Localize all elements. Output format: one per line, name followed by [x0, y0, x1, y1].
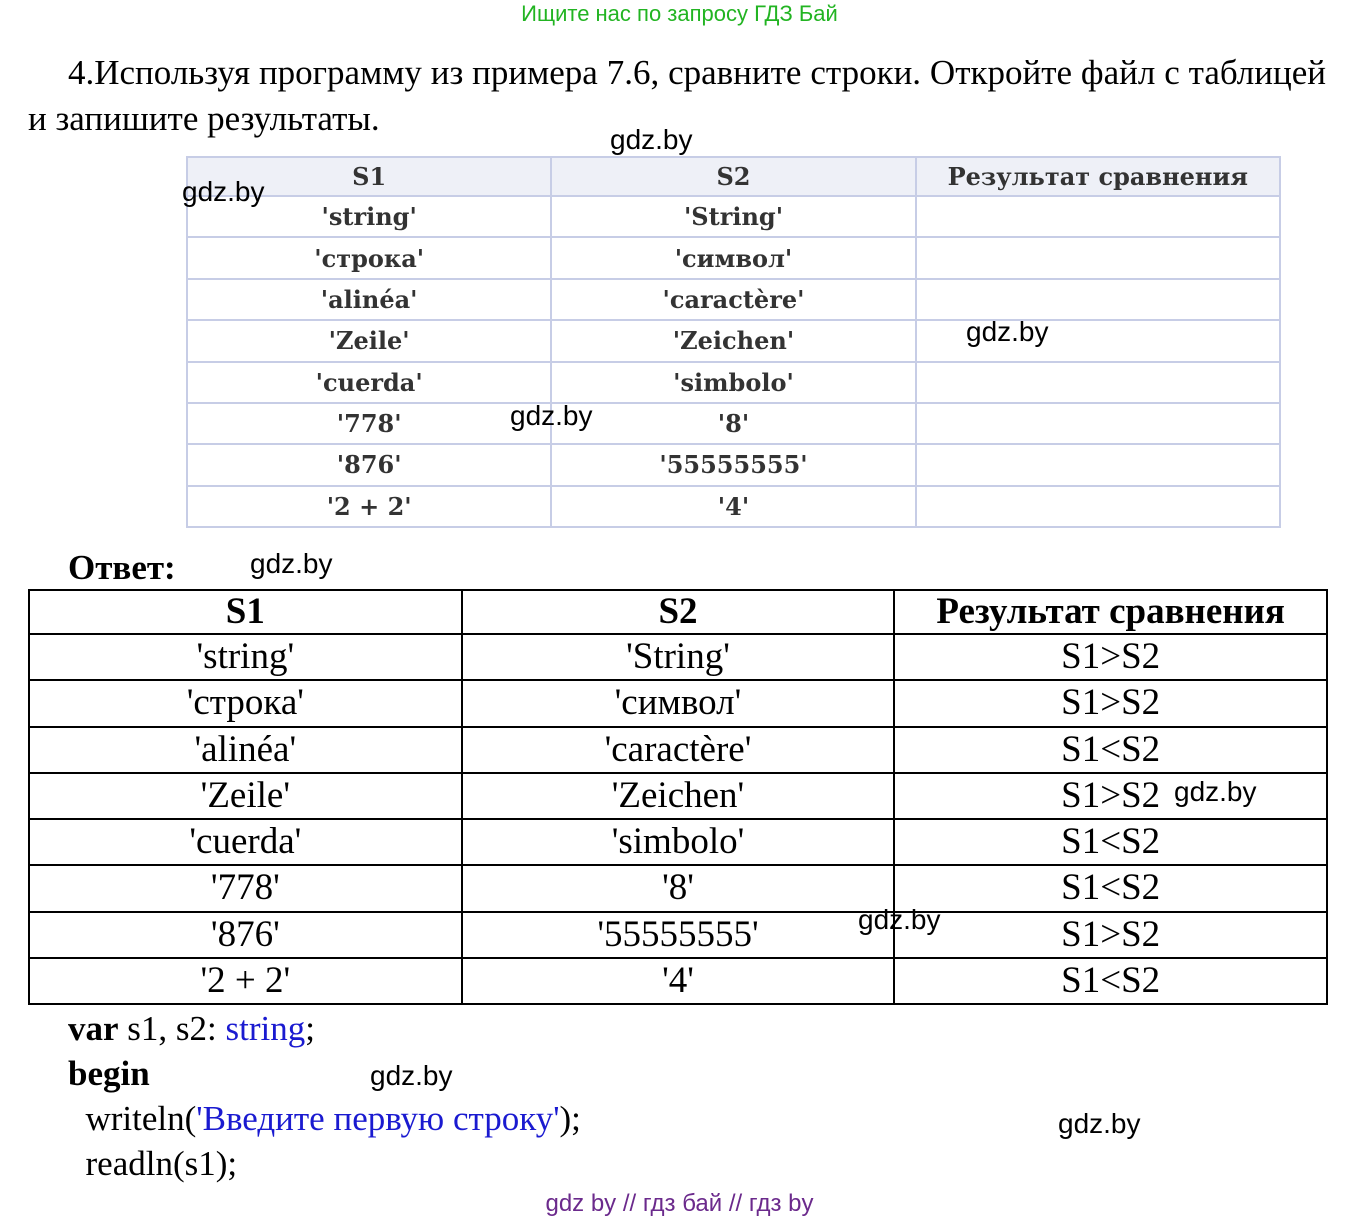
cell-s2: '55555555' — [462, 912, 895, 958]
code-keyword-var: var — [68, 1009, 119, 1048]
cell-s2: 'Zeichen' — [551, 320, 915, 361]
cell-s1: 'string' — [29, 634, 462, 680]
code-type: string — [225, 1009, 306, 1048]
cell-result: S1<S2 — [894, 819, 1327, 865]
cell-s1: 'cuerda' — [187, 362, 551, 403]
scan-header-s2: S2 — [551, 157, 915, 196]
cell-result — [916, 279, 1280, 320]
cell-s2: '4' — [551, 486, 915, 527]
cell-result: S1>S2 — [894, 680, 1327, 726]
cell-result: S1<S2 — [894, 958, 1327, 1004]
table-row — [29, 727, 1327, 773]
cell-s2: 'String' — [462, 634, 895, 680]
cell-s2: 'simbolo' — [462, 819, 895, 865]
cell-s1: 'string' — [187, 196, 551, 237]
answer-header-s1: S1 — [29, 590, 462, 634]
code-text: writeln( — [68, 1099, 197, 1138]
scan-header-row — [187, 157, 1280, 196]
cell-result: S1<S2 — [894, 727, 1327, 773]
cell-s1: '876' — [29, 912, 462, 958]
cell-s2: 'caractère' — [462, 727, 895, 773]
cell-result — [916, 444, 1280, 485]
cell-s1: '876' — [187, 444, 551, 485]
cell-s1: 'строка' — [29, 680, 462, 726]
code-string: 'Введите первую строку' — [196, 1099, 560, 1138]
table-row — [187, 237, 1280, 278]
watermark: gdz.by — [610, 124, 693, 155]
scan-header-result: Результат сравнения — [916, 157, 1280, 196]
cell-s2: '4' — [462, 958, 895, 1004]
code-text: s1, s2: — [118, 1009, 226, 1048]
table-row — [187, 403, 1280, 444]
watermark: gdz.by — [1174, 776, 1257, 807]
cell-s2: 'simbolo' — [551, 362, 915, 403]
table-row — [187, 362, 1280, 403]
cell-s1: '778' — [187, 403, 551, 444]
cell-s1: 'строка' — [187, 237, 551, 278]
cell-result — [916, 486, 1280, 527]
cell-s1: 'alinéa' — [187, 279, 551, 320]
footer-links: gdz by // гдз бай // гдз by — [545, 1190, 814, 1217]
cell-s2: 'Zeichen' — [462, 773, 895, 819]
answer-label: Ответ: — [68, 548, 176, 587]
cell-result — [916, 237, 1280, 278]
answer-header-s2: S2 — [462, 590, 895, 634]
cell-result: S1>S2 — [894, 773, 1327, 819]
cell-result: S1<S2 — [894, 865, 1327, 911]
table-row — [29, 819, 1327, 865]
cell-result — [916, 403, 1280, 444]
answer-table — [28, 589, 1328, 1005]
scanned-table — [186, 156, 1281, 528]
answer-header-row — [29, 590, 1327, 634]
watermark: gdz.by — [1058, 1108, 1141, 1139]
table-row — [29, 865, 1327, 911]
cell-result: S1>S2 — [894, 912, 1327, 958]
scan-header-s1: S1 — [187, 157, 551, 196]
table-row — [187, 196, 1280, 237]
table-row — [187, 444, 1280, 485]
cell-s2: 'символ' — [462, 680, 895, 726]
watermark: gdz.by — [858, 904, 941, 935]
top-banner: Ищите нас по запросу ГДЗ Бай — [521, 1, 838, 26]
table-row — [29, 634, 1327, 680]
table-row — [187, 279, 1280, 320]
watermark: gdz.by — [966, 316, 1049, 347]
cell-result — [916, 196, 1280, 237]
table-row — [187, 320, 1280, 361]
watermark: gdz.by — [182, 176, 265, 207]
table-row — [29, 958, 1327, 1004]
table-row — [29, 912, 1327, 958]
answer-header-result: Результат сравнения — [894, 590, 1327, 634]
cell-s1: '2 + 2' — [187, 486, 551, 527]
table-row — [29, 773, 1327, 819]
code-keyword-begin: begin — [68, 1054, 150, 1093]
code-text: ; — [305, 1009, 315, 1048]
cell-s2: '55555555' — [551, 444, 915, 485]
cell-s1: 'alinéa' — [29, 727, 462, 773]
cell-s2: 'String' — [551, 196, 915, 237]
cell-s1: 'Zeile' — [29, 773, 462, 819]
code-block — [68, 1006, 581, 1186]
task-text: 4.Используя программу из примера 7.6, сравните строки. Откройте файл с таблицей и запишите результаты. — [28, 53, 1326, 138]
cell-s2: '8' — [462, 865, 895, 911]
code-text: ); — [559, 1099, 581, 1138]
cell-s2: 'caractère' — [551, 279, 915, 320]
watermark: gdz.by — [370, 1060, 453, 1091]
watermark: gdz.by — [250, 548, 333, 579]
cell-s2: '8' — [551, 403, 915, 444]
table-row — [187, 486, 1280, 527]
watermark: gdz.by — [510, 400, 593, 431]
cell-s1: 'cuerda' — [29, 819, 462, 865]
code-text: readln(s1); — [68, 1144, 238, 1183]
cell-s2: 'символ' — [551, 237, 915, 278]
cell-result: S1>S2 — [894, 634, 1327, 680]
cell-s1: '2 + 2' — [29, 958, 462, 1004]
table-row — [29, 680, 1327, 726]
cell-s1: 'Zeile' — [187, 320, 551, 361]
cell-s1: '778' — [29, 865, 462, 911]
cell-result — [916, 362, 1280, 403]
